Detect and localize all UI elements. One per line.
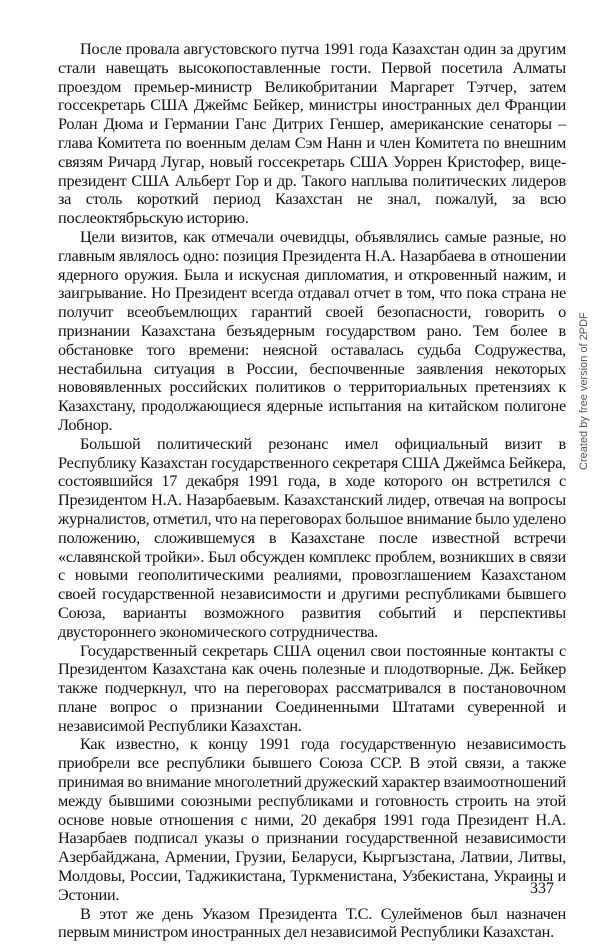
paragraph-4: Государственный секретарь США оценил свои постоянные контакты с Президентом Казахстана как очень полезные и плодотворные. Дж. Бейкер также подчеркнул, что на переговорах рассматривался в постановочном плане вопрос о признании Соединенными Штатами суверенной и независимой Республики Казахстан. <box>58 640 566 735</box>
watermark-text: Created by free version of 2PDF <box>578 312 590 470</box>
paragraph-3: Большой политический резонанс имел официальный визит в Республику Казахстан государственного секретаря США Джеймса Бейкера, состоявшийся 17 декабря 1991 года, в ходе которого он встретился с Президентом Н.А. Назарбаевым. Казахстанский лидер, отвечая на вопросы журналистов, отметил, что на переговорах большое внимание было уделено положению, сложившемуся в Казахстане после известной встречи «славянской тройки». Был обсужден комплекс проблем, возникших в связи с новыми геополитическими реалиями, провозглашением Казахстаном своей государственной независимости и другими республиками бывшего Союза, варианты возможного развития событий и перспективы двустороннего экономического сотрудничества. <box>58 433 566 641</box>
paragraph-6: В этот же день Указом Президента Т.С. Сулейменов был назначен первым министром иностранных дел независимой Республики Казахстан. <box>58 903 566 942</box>
paragraph-5: Как известно, к концу 1991 года государственную независимость приобрели все республики бывшего Союза ССР. В этой связи, а также принимая во внимание многолетний дружеский характер взаимоотношений между бывшими союзными республиками и готовность строить на этой основе новые отношения с ними, 20 декабря 1991 года Президент Н.А. Назарбаев подписал указы о признании государственной независимости Азербайджана, Армении, Грузии, Беларуси, Кыргызстана, Латвии, Литвы, Молдовы, России, Таджикистана, Туркменистана, Узбекистана, Украины и Эстонии. <box>58 734 566 904</box>
page-body <box>58 40 566 942</box>
paragraph-2: Цели визитов, как отмечали очевидцы, объявлялись самые разные, но главным являлось одно: позиция Президента Н.А. Назарбаева в отношении ядерного оружия. Была и искусная дипломатия, и откровенный нажим, и заигрывание. Но Президент всегда отдавал отчет в том, что пока страна не получит всеобъемлющих гарантий своей безопасности, говорить о признании Казахстана безъядерным государством рано. Тем более в обстановке того времени: неясной оставалась судьба Содружества, нестабильна ситуация в России, беспочвенные заявления некоторых нововявленных российских политиков о территориальных претензиях к Казахстану, продолжающиеся ядерные испытания на китайском полигоне Лобнор. <box>58 226 566 434</box>
paragraph-1: После провала августовского путча 1991 года Казахстан один за другим стали навещать высокопоставленные гости. Первой посетила Алматы проездом премьер-министр Великобритании Маргарет Тэтчер, затем госсекретарь США Джеймс Бейкер, министры иностранных дел Франции Ролан Дюма и Германии Ганс Дитрих Геншер, американские сенаторы – глава Комитета по военным делам Сэм Нанн и член Комитета по внешним связям Ричард Лугар, новый госсекретарь США Уоррен Кристофер, вице-президент США Альберт Гор и др. Такого наплыва политических лидеров за столь короткий период Казахстан не знал, пожалуй, за всю послеоктябрьскую историю. <box>58 39 566 228</box>
page-number: 337 <box>530 880 554 897</box>
